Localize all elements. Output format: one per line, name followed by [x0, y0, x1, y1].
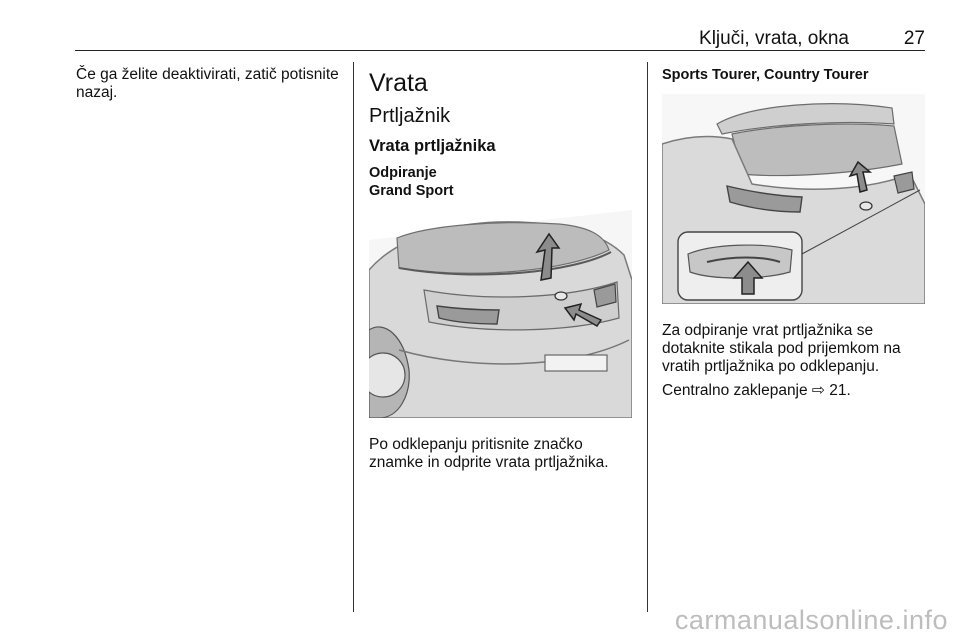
- page-header: [75, 28, 925, 51]
- body-text: Če ga želite deaktivirati, zatič potisnite nazaj.: [76, 66, 339, 101]
- caption: Po odklepanju pritisnite značko znamke in odprite vrata prtljažnika.: [369, 436, 609, 471]
- heading-open: Odpiranje: [369, 165, 437, 181]
- column-divider-right: [647, 62, 648, 612]
- column-divider-left: [353, 62, 354, 612]
- paragraph-2: Centralno zaklepanje ⇨ 21.: [662, 382, 851, 399]
- header-title: Ključi, vrata, okna: [699, 28, 849, 49]
- heading-model: Grand Sport: [369, 183, 454, 199]
- column-2: [369, 66, 633, 478]
- subsubsection-title: Vrata prtljažnika: [369, 137, 496, 155]
- column-1: [76, 66, 346, 108]
- column-3: [662, 66, 926, 406]
- subsection-title: Prtljažnik: [369, 105, 451, 127]
- page-number: 27: [903, 28, 925, 49]
- watermark: carmanualsonline.info: [674, 605, 948, 635]
- paragraph-1: Za odpiranje vrat prtljažnika se dotaknite stikala pod prijemkom na vratih prtljažnika po odklepanju.: [662, 322, 901, 375]
- heading-model-tourer: Sports Tourer, Country Tourer: [662, 67, 869, 83]
- grand-sport-tailgate-illustration: [369, 210, 632, 418]
- sports-tourer-tailgate-illustration: [662, 94, 925, 304]
- section-title: Vrata: [369, 69, 428, 97]
